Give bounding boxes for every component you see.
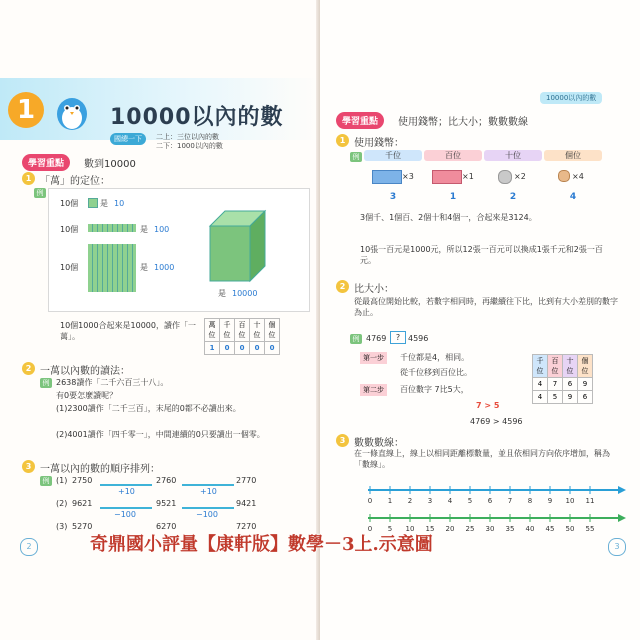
number-line-label: 20	[445, 525, 455, 533]
number-line-label: 55	[585, 525, 595, 533]
compare-blank: ?	[390, 331, 406, 344]
penguin-mascot-icon	[52, 88, 92, 132]
item-title: 一萬以內的數的順序排列：	[40, 464, 160, 475]
step-label: −100	[114, 510, 136, 519]
item-number-badge: 3	[336, 434, 349, 447]
cmp-cell: 6	[578, 391, 593, 404]
seq-value: 7270	[236, 522, 257, 531]
cmp-head: 十位	[563, 355, 578, 378]
line1-is: 是	[100, 199, 108, 208]
hundred-bill-icon	[432, 170, 462, 184]
step2-text: 百位數字 7比5大，	[400, 385, 469, 394]
unit-title: 10000以內的數	[110, 105, 284, 130]
example-badge: 例	[350, 334, 362, 344]
number-line-label: 1	[387, 497, 393, 505]
item-title: 一萬以內數的讀法：	[40, 366, 130, 377]
number-line-label: 35	[505, 525, 515, 533]
thousand-cube-icon	[200, 206, 270, 286]
seq-label: (3)	[56, 522, 68, 531]
cmp-head: 百位	[548, 355, 563, 378]
money-head-hundreds: 百位	[424, 150, 482, 161]
number-line-label: 8	[527, 497, 533, 505]
compare-table	[532, 354, 593, 404]
seq-value: 2760	[156, 476, 177, 485]
cube-is: 是	[218, 289, 226, 298]
item-number-badge: 3	[22, 460, 35, 473]
number-line-label: 3	[427, 497, 433, 505]
ten-coin-icon	[498, 170, 512, 184]
line1-value: 10	[114, 199, 125, 208]
unit-number-badge: 1	[8, 92, 44, 128]
number-line-2-arrow	[618, 514, 626, 522]
number-line-definition: 在一條直線上，線上以相同距離標數量，並且依相同方向依序增加，稱為「數線」。	[354, 449, 610, 469]
step-label: +10	[200, 487, 217, 496]
step2-conclusion: 4769 > 4596	[470, 417, 523, 426]
number-line-label: 10	[565, 497, 575, 505]
money-value: 4	[569, 192, 577, 202]
page-number: 2	[20, 538, 38, 556]
seq-label: (1)	[56, 476, 68, 485]
cmp-cell: 9	[578, 378, 593, 391]
step1-label: 第一步	[360, 352, 387, 364]
seq-value: 5270	[72, 522, 93, 531]
item-title: 「萬」的定位：	[40, 176, 110, 187]
seq-value: 9621	[72, 499, 93, 508]
step1-text: 千位都是4，相同。	[400, 353, 470, 362]
number-line-label: 5	[387, 525, 393, 533]
seq-value: 2750	[72, 476, 93, 485]
item-number-badge: 1	[22, 172, 35, 185]
line2-value: 100	[154, 225, 170, 234]
number-line-label: 6	[487, 497, 493, 505]
money-value: 3	[389, 192, 397, 202]
cmp-cell: 4	[533, 378, 548, 391]
ten-rod-icon	[88, 224, 136, 232]
val-ones: 0	[265, 342, 280, 355]
money-head-ones: 個位	[544, 150, 602, 161]
money-head-tens: 十位	[484, 150, 542, 161]
seq-value: 2770	[236, 476, 257, 485]
number-line-label: 45	[545, 525, 555, 533]
number-line-label: 40	[525, 525, 535, 533]
unit-cube-icon	[88, 198, 98, 208]
number-line-label: 11	[585, 497, 595, 505]
hundred-flat-icon	[88, 244, 136, 292]
step1-text2: 從千位移到百位比。	[400, 368, 472, 377]
number-line-label: 7	[507, 497, 513, 505]
number-line-label: 50	[565, 525, 575, 533]
item-number-badge: 2	[336, 280, 349, 293]
seq-value: 9521	[156, 499, 177, 508]
item-number-badge: 2	[22, 362, 35, 375]
section-text: 使用錢幣；比大小；數數數線	[398, 117, 528, 128]
place-value-table	[204, 318, 280, 355]
cmp-cell: 5	[548, 391, 563, 404]
section-tag: 學習重點	[22, 154, 70, 171]
page-number: 3	[608, 538, 626, 556]
compare-left: 4769	[366, 334, 387, 343]
cmp-head: 千位	[533, 355, 548, 378]
cmp-cell: 7	[548, 378, 563, 391]
val-hundreds: 0	[235, 342, 250, 355]
cmp-cell: 9	[563, 391, 578, 404]
compare-rule: 從最高位開始比較，若數字相同時，再繼續往下比，比到有大小差別的數字為止。	[354, 297, 618, 317]
number-lines	[360, 476, 630, 536]
read-line: 有0要怎麼讀呢？	[56, 391, 118, 400]
summary-text: 10個1000合起來是10000，讀作「一萬」。	[60, 321, 196, 341]
line1-prefix: 10個	[60, 199, 79, 208]
example-badge: 例	[40, 378, 52, 388]
number-line-label: 0	[367, 525, 373, 533]
sub-note-2: 二下：1000以內的數	[156, 142, 223, 150]
val-tens: 0	[250, 342, 265, 355]
money-count: ×3	[402, 172, 414, 181]
compare-right: 4596	[408, 334, 429, 343]
number-line-label: 5	[467, 497, 473, 505]
head-hundreds: 百位	[235, 319, 250, 342]
one-coin-icon	[558, 170, 570, 182]
sub-note-1: 二上：三位以內的數	[156, 133, 219, 141]
section-tag: 學習重點	[336, 112, 384, 129]
money-exchange: 10張一百元是1000元，所以12張一百元可以換成1張千元和2張一百元。	[360, 245, 603, 265]
item-title: 數數數線：	[354, 438, 404, 449]
money-explain: 3個千、1個百、2個十和4個一，合起來是3124。	[360, 213, 537, 222]
val-thousands: 0	[220, 342, 235, 355]
number-line-label: 9	[547, 497, 553, 505]
head-thousands: 千位	[220, 319, 235, 342]
seq-value: 9421	[236, 499, 257, 508]
head-ones: 個位	[265, 319, 280, 342]
number-line-1-arrow	[618, 486, 626, 494]
item-number-badge: 1	[336, 134, 349, 147]
number-line-label: 0	[367, 497, 373, 505]
number-line-label: 4	[447, 497, 453, 505]
read-line: (1)2300讀作「二千三百」，末尾的0都不必讀出來。	[56, 404, 241, 413]
example-badge: 例	[40, 476, 52, 486]
money-count: ×1	[462, 172, 474, 181]
read-line: 2638讀作「二千六百三十八」。	[56, 378, 169, 387]
section-text: 數到10000	[84, 159, 136, 170]
number-line-label: 30	[485, 525, 495, 533]
step-label: −100	[196, 510, 218, 519]
line2-is: 是	[140, 225, 148, 234]
step2-result: 7 > 5	[476, 401, 500, 410]
cmp-head: 個位	[578, 355, 593, 378]
header-tag: 10000以內的數	[540, 92, 602, 104]
money-count: ×2	[514, 172, 526, 181]
number-line-label: 25	[465, 525, 475, 533]
line3-value: 1000	[154, 263, 175, 272]
cmp-cell: 6	[563, 378, 578, 391]
seq-value: 6270	[156, 522, 177, 531]
val-ten-thousands: 1	[205, 342, 220, 355]
cmp-cell: 4	[533, 391, 548, 404]
sub-label: 國總一下	[110, 133, 146, 145]
money-head-thousands: 千位	[364, 150, 422, 161]
read-line: (2)4001讀作「四千零一」，中間連續的0只要讀出一個零。	[56, 430, 265, 439]
money-value: 2	[509, 192, 517, 202]
line3-is: 是	[140, 263, 148, 272]
number-line-label: 15	[425, 525, 435, 533]
cube-value: 10000	[232, 289, 258, 298]
watermark-text: 奇鼎國小評量【康軒版】數學－3上.示意圖	[90, 534, 433, 555]
step-label: +10	[118, 487, 135, 496]
number-line-label: 10	[405, 525, 415, 533]
line2-prefix: 10個	[60, 225, 79, 234]
money-count: ×4	[572, 172, 584, 181]
head-tens: 十位	[250, 319, 265, 342]
money-value: 1	[449, 192, 457, 202]
number-line-label: 2	[407, 497, 413, 505]
thousand-bill-icon	[372, 170, 402, 184]
example-badge: 例	[34, 188, 46, 198]
item-title: 使用錢幣：	[354, 138, 404, 149]
item-title: 比大小：	[354, 284, 394, 295]
head-ten-thousands: 萬位	[205, 319, 220, 342]
example-badge: 例	[350, 152, 362, 162]
seq-label: (2)	[56, 499, 68, 508]
step2-label: 第二步	[360, 384, 387, 396]
line3-prefix: 10個	[60, 263, 79, 272]
